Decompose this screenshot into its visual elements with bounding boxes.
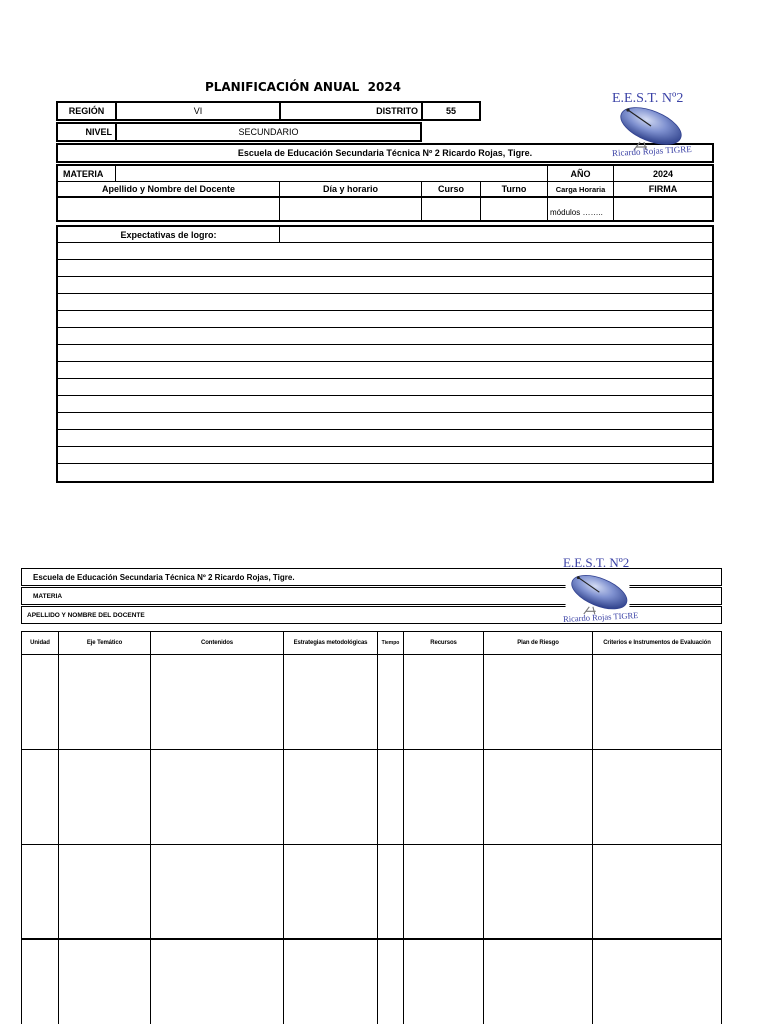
school-name-2: Escuela de Educación Secundaria Técnica Nº 2 Ricardo Rojas, Tigre. (33, 572, 295, 582)
docente-field (58, 198, 279, 220)
turno-field (480, 198, 547, 220)
eje-cell (59, 845, 151, 940)
expectativa-row (58, 294, 712, 311)
criterios-cell (593, 750, 721, 845)
expectativa-row (58, 345, 712, 362)
expectativas-header-blank (279, 227, 712, 242)
region-label: REGIÓN (68, 106, 105, 116)
expectativa-row (58, 430, 712, 447)
expectativa-row (58, 396, 712, 413)
expectativa-row (58, 413, 712, 430)
criterios-cell (593, 845, 721, 940)
docente-label-2: APELLIDO Y NOMBRE DEL DOCENTE (27, 611, 145, 619)
turno-header: Turno (480, 182, 547, 196)
logo-subtitle: Ricardo Rojas TIGRE (611, 143, 693, 159)
unidades-table (21, 631, 722, 1024)
anio-value: 2024 (613, 166, 712, 181)
expectativa-row (58, 277, 712, 294)
firma-field (613, 198, 712, 220)
expectativa-row (58, 379, 712, 396)
carga-header: Carga Horaria (547, 182, 613, 196)
recursos-cell (404, 940, 484, 1024)
expectativa-row (58, 260, 712, 277)
tiempo-cell (378, 655, 404, 750)
contenidos-cell (151, 845, 284, 940)
plan-riesgo-cell (484, 655, 593, 750)
expectativa-row (58, 447, 712, 464)
estrategias-cell (284, 750, 378, 845)
plan-riesgo-cell (484, 940, 593, 1024)
tiempo-cell (378, 845, 404, 940)
page-title: PLANIFICACIÓN ANUAL 2024 (204, 80, 402, 94)
modulos-field: módulos …….. (547, 198, 613, 220)
docente-block (56, 164, 714, 222)
unidad-cell (22, 845, 59, 940)
region-value: VI (115, 103, 279, 119)
expectativas-label: Expectativas de logro: (120, 229, 217, 240)
expectativa-row (58, 464, 712, 481)
col-header-plan-riesgo: Plan de Riesgo (484, 632, 593, 655)
tiempo-cell (378, 940, 404, 1024)
col-header-eje: Eje Temático (59, 632, 151, 655)
criterios-cell (593, 655, 721, 750)
logo-subtitle-2: Ricardo Rojas TIGRE (562, 610, 639, 624)
col-header-contenidos: Contenidos (151, 632, 284, 655)
col-header-estrategias: Estrategias metodológicas (284, 632, 378, 655)
unidad-cell (22, 655, 59, 750)
recursos-cell (404, 655, 484, 750)
estrategias-cell (284, 655, 378, 750)
logo-title: E.E.S.T. Nº2 (612, 91, 684, 106)
school-logo (606, 88, 698, 164)
school-name: Escuela de Educación Secundaria Técnica Nº 2 Ricardo Rojas, Tigre. (237, 148, 533, 158)
horario-header: Día y horario (279, 182, 421, 196)
estrategias-cell (284, 940, 378, 1024)
region-row (56, 101, 481, 121)
docente-header: Apellido y Nombre del Docente (101, 184, 236, 194)
expectativas-table (56, 225, 714, 483)
materia-row (58, 166, 712, 182)
firma-header: FIRMA (613, 182, 712, 196)
eje-cell (59, 750, 151, 845)
contenidos-cell (151, 940, 284, 1024)
col-header-recursos: Recursos (404, 632, 484, 655)
plan-riesgo-cell (484, 750, 593, 845)
expectativa-row (58, 311, 712, 328)
expectativa-row (58, 362, 712, 379)
satellite-dish-icon (565, 573, 630, 615)
contenidos-cell (151, 750, 284, 845)
col-header-unidad: Unidad (22, 632, 59, 655)
curso-field (421, 198, 480, 220)
unidad-cell (22, 750, 59, 845)
anio-label: AÑO (547, 166, 613, 181)
horario-field (279, 198, 421, 220)
nivel-label: NIVEL (85, 127, 112, 137)
expectativa-row (58, 243, 712, 260)
nivel-value: SECUNDARIO (115, 124, 420, 140)
criterios-cell (593, 940, 721, 1024)
tiempo-cell (378, 750, 404, 845)
col-header-tiempo: Tiempo (378, 632, 404, 655)
curso-header: Curso (421, 182, 480, 196)
recursos-cell (404, 845, 484, 940)
recursos-cell (404, 750, 484, 845)
materia-label: MATERIA (63, 168, 104, 179)
docente-values-row (58, 198, 712, 220)
eje-cell (59, 655, 151, 750)
distrito-value: 55 (421, 103, 479, 119)
expectativa-row (58, 328, 712, 345)
contenidos-cell (151, 655, 284, 750)
school-logo-2 (558, 554, 642, 628)
plan-riesgo-cell (484, 845, 593, 940)
materia-label-2: MATERIA (33, 592, 63, 600)
unidad-cell (22, 940, 59, 1024)
materia-field (115, 166, 547, 181)
eje-cell (59, 940, 151, 1024)
docente-header-row (58, 182, 712, 198)
expectativas-header-row (58, 227, 712, 243)
nivel-row (56, 122, 422, 142)
logo-title-2: E.E.S.T. Nº2 (563, 555, 630, 570)
distrito-label: DISTRITO (279, 103, 421, 119)
estrategias-cell (284, 845, 378, 940)
col-header-criterios: Criterios e Instrumentos de Evaluación (593, 632, 721, 655)
